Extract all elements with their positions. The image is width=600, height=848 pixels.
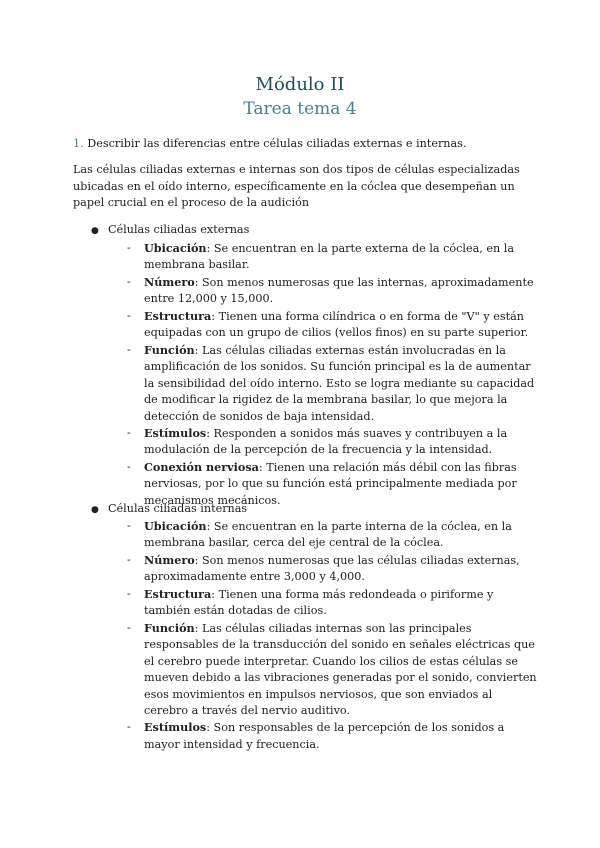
bullet-icon: ● — [91, 226, 99, 236]
dash-icon: - — [127, 586, 131, 600]
list-item — [127, 518, 537, 552]
item-text: : Tienen una forma cilíndrica o en forma de "V" y están equipadas con un grupo de cilios (vellos finos) en su parte superior. — [144, 309, 529, 340]
list-item — [127, 240, 537, 274]
item-text: : Las células ciliadas externas están involucradas en la amplificación de los sonidos. Su función principal es la de aumentar la sensibilidad del oído interno. Esto se logra mediante su capacidad de modificar la rigidez de la membrana basilar, lo que mejora la detección de sonidos de baja intensidad. — [144, 343, 535, 423]
section-heading-text: Células ciliadas externas — [108, 223, 250, 236]
intro-paragraph: Las células ciliadas externas e internas son dos tipos de células especializadas ubicadas en el oído interno, específicamente en la cóclea que desempeñan un papel crucial en el proceso de la audición — [73, 163, 520, 210]
item-label: Estructura — [144, 586, 212, 601]
dash-icon: - — [127, 342, 131, 356]
item-label: Número — [144, 552, 195, 567]
document-title: Módulo II — [255, 74, 345, 95]
item-text: : Tienen una forma más redondeada o piriforme y también están dotadas de cilios. — [144, 587, 494, 618]
item-text: : Son menos numerosas que las células ciliadas externas, aproximadamente entre 3,000 y 4,000. — [144, 553, 520, 584]
item-text: : Responden a sonidos más suaves y contribuyen a la modulación de la percepción de la frecuencia y la intensidad. — [144, 426, 508, 457]
section-heading-externas — [91, 222, 249, 239]
item-label: Función — [144, 620, 195, 635]
section-heading-internas — [91, 501, 247, 518]
list-item — [127, 586, 537, 620]
question-line — [73, 136, 543, 152]
dash-icon: - — [127, 620, 131, 634]
item-text: : Son menos numerosas que las internas, aproximadamente entre 12,000 y 15,000. — [144, 275, 534, 306]
dash-icon: - — [127, 459, 131, 473]
item-label: Función — [144, 342, 195, 357]
item-text: : Las células ciliadas internas son las principales responsables de la transducción del sonido en señales eléctricas que el cerebro puede interpretar. Cuando los cilios de estas células se mueven debido a las vibraciones generadas por el sonido, convierten esos movimientos en impulsos nerviosos, que son enviados al cerebro a través del nervio auditivo. — [144, 621, 537, 717]
dash-icon: - — [127, 519, 131, 532]
list-item — [127, 620, 537, 720]
dash-icon: - — [127, 241, 131, 254]
item-label: Estímulos — [144, 720, 207, 735]
item-text: : Se encuentran en la parte externa de la cóclea, en la membrana basilar. — [144, 242, 515, 272]
item-label: Conexión nerviosa — [144, 459, 259, 474]
list-item — [127, 274, 537, 308]
document-subtitle: Tarea tema 4 — [243, 99, 357, 119]
list-item — [127, 552, 537, 586]
section-heading-text: Células ciliadas internas — [108, 502, 248, 515]
list-item — [127, 719, 537, 753]
list-item — [127, 425, 537, 459]
item-label: Estructura — [144, 308, 212, 323]
question-text: Describir las diferencias entre células ciliadas externas e internas. — [87, 137, 467, 150]
dash-icon: - — [127, 274, 131, 288]
list-item — [127, 308, 537, 342]
dash-icon: - — [127, 720, 131, 734]
item-label: Número — [144, 274, 195, 289]
section-list-internas — [127, 518, 537, 753]
bullet-icon: ● — [91, 505, 99, 515]
dash-icon: - — [127, 425, 131, 439]
item-text: : Son responsables de la percepción de los sonidos a mayor intensidad y frecuencia. — [144, 721, 505, 751]
item-text: : Se encuentran en la parte interna de la cóclea, en la membrana basilar, cerca del eje central de la cóclea. — [144, 520, 512, 550]
dash-icon: - — [127, 552, 131, 566]
item-text: : Tienen una relación más débil con las fibras nerviosas, por lo que su función está principalmente mediada por mecanismos mecánicos. — [144, 460, 517, 507]
item-label: Ubicación — [144, 519, 207, 533]
item-label: Ubicación — [144, 241, 207, 255]
section-list-externas — [127, 240, 537, 509]
dash-icon: - — [127, 308, 131, 322]
question-number: 1. — [73, 137, 84, 150]
item-label: Estímulos — [144, 425, 207, 440]
list-item — [127, 342, 537, 425]
